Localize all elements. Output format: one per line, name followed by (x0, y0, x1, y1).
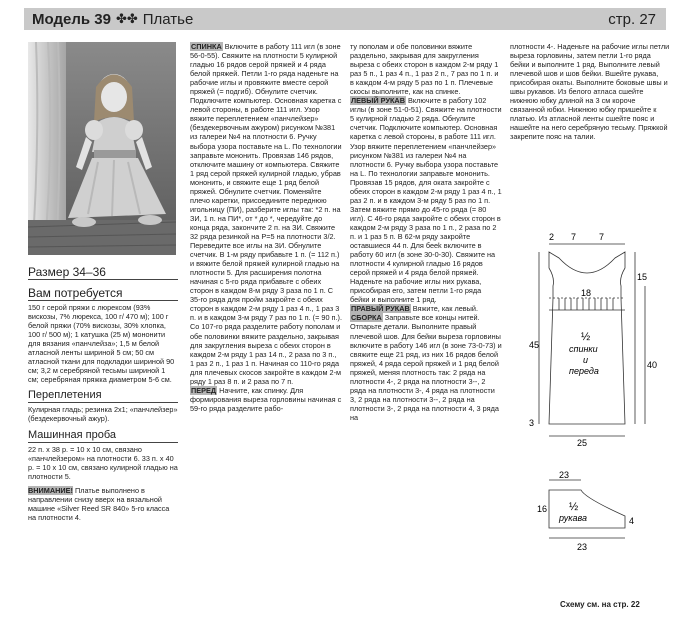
assembly-paragraph (350, 313, 502, 422)
note-label: ВНИМАНИЕ! (28, 485, 73, 495)
front-continued-text: ту пополам и обе половинки вяжите раздельно, закрывая для закругления выреза с обеих сторон в каждом 2-м ряду 1 раз 5 п., 1 раз 4 п., 1 раз 2 п., 7 раз по 1 п. и в каждом 4-м ряду 5 раз по 1 п. Плечевые скосы выполните, как на спинке. (350, 42, 499, 97)
sleeve-dim-16: 16 (537, 504, 548, 514)
assembly-heading: СБОРКА (351, 313, 382, 323)
dim-neck-7a: 7 (571, 232, 577, 242)
dim-armhole-15: 15 (637, 272, 648, 282)
dim-hem-3: 3 (529, 418, 535, 428)
assembly-continued-column (510, 42, 670, 142)
model-number: Модель 39 (32, 10, 111, 28)
body-back-label: спинки (569, 344, 598, 354)
note-text: Платье выполнено в направлении снизу вверх на вязальной машине «Silver Reed SR 840» 5-го класса на плотности 4. (28, 485, 170, 522)
front-text: Начните, как спинку. Для формирования выреза горловины начиная с 59-го ряда разделите рабо- (190, 385, 342, 413)
back-front-column (190, 42, 342, 413)
pattern-schematic (525, 228, 665, 558)
size-heading: Размер 34–36 (28, 266, 178, 280)
note-paragraph (28, 486, 178, 522)
gauge-text: 22 п. х 38 р. = 10 х 10 см, связано «панчлейзером» на плотности 6. 33 п. х 40 р. = 10 х 10 см, связано кулирной гладью на плотности 5. (28, 444, 178, 481)
back-paragraph (190, 42, 342, 386)
body-half-label: ½ (581, 331, 591, 343)
model-difficulty-icon: ✤✤ (115, 11, 138, 26)
sleeve-half-label: ½ (569, 501, 579, 513)
dim-length-40: 40 (647, 360, 658, 370)
dim-width-25: 25 (577, 438, 588, 448)
sleeve-assembly-column (350, 42, 502, 422)
back-heading: СПИНКА (191, 42, 222, 51)
dim-neck-2: 2 (549, 232, 555, 242)
assembly-text: Заправьте все концы нитей. Отпарьте детали. Выполните правый плечевой шов. Для бейки выреза горловины включите в работу 146 игл (в зоне 73-0-73) и свяжите еще 21 ряд, из них 16 рядов белой пряжей, 4 ряда серой пряжей и 1 ряд белой пряжей, меняя плотность так: 2 ряда на плотности 4-, 2 ряда на плотности 3--, 2 ряда на плотности 3-, 4 ряда на плотности 3, 2 ряда на плотности 3--, 2 ряда на плотности 3-, 2 ряда на плотности 4, 3 ряда на (350, 313, 502, 422)
dim-waist-18: 18 (581, 288, 592, 298)
dim-total-45: 45 (529, 340, 540, 350)
materials-text: 150 г серой пряжи с люрексом (93% вискозы, 7% люрекса, 100 г/ 470 м); 100 г белой пряжи (70% вискозы, 30% хлопка, 100 г/ 500 м); 1 катушка (25 м) мононити для вязания «панчлейза»; 1,5 м белой атласной ленты шириной 5 см; 50 см атласной ткани для подкладки шириной 90 см; 3,2 м серебряной тесьмы шириной 1 см; серебряная пряжка диаметром 5-6 см. (28, 303, 175, 385)
info-column (28, 266, 178, 522)
assembly-continued-text: плотности 4-. Наденьте на рабочие иглы петли выреза горловины, затем петли 1-го ряда бейки и выполните 1 ряд. Выполните левый плечевой шов и шов бейки. Вшейте рукава, присобирая окаты. Выполните боковые швы и швы рукавов. Из белого атласа сшейте нижнюю юбку длиной на 3 см короче связанной юбки. Нижнюю юбку пришейте к платью. Из атласной ленты сшейте пояс и нашейте на него серебряную тесьму. Пряжкой закрепите пояс на талии. (510, 42, 670, 142)
sleeve-dim-bottom-23: 23 (577, 542, 588, 552)
gauge-heading: Машинная проба (28, 429, 178, 443)
page-number: стр. 27 (608, 10, 656, 28)
sleeve-dim-top-23: 23 (559, 470, 570, 480)
back-text: Включите в работу 111 игл (в зоне 56-0-55). Свяжите на плотности 5 кулирной гладью 16 рядов серой пряжей и 4 ряда белой пряжей. Петли 1-го ряда наденьте на рабочие иглы и провяжите вместе серой пряжей (= подгиб). Обнулите счетчик. Подключите компьютер. Основная каретка с левой стороны, в работе 111 игл. Узор вяжите переплетением «панчлейзер» (бездекервочным ажуром) рисунком №381 из галереи №4 на плотности 6. Ручку выбора узора поставьте на L. По технологии заправьте мононить. Провязав 146 рядов, отключите машину от компьютера. Свяжите 1 ряд серой пряжей кулирной гладью, убрав мононить, и свяжите еще 1 ряд белой пряжей. Обнулите счетчик. Поменяйте плечо каретки, присоедините переднюю игольницу (ПИ), разберите иглы так: *2 п. на ЗИ, 1 п. на ПИ*, от * до *, чередуйте до конца ряда, закончите 2 п. на ЗИ. Свяжите 32 ряда резинкой на Р=5 на плотности 3/2. Переведите все иглы на ЗИ. Обнулите счетчик. В 1-м ряду прибавьте 1 п. (= 112 п.) и вяжите белой пряжей кулирной гладью на плотности 5. Для расширения полотна начиная с 5-го ряда прибавьте с обеих сторон в каждом 8-м ряду 3 раза по 1 п. С 35-го ряда для пройм закройте с обеих сторон в каждом 2-м ряду 1 раз 4 п., 1 раз 3 п. и в каждом 3-м ряду 7 раз по 1 п. (= 90 п.). Со 107-го ряда разделите работу пополам и обе половинки вяжите раздельно, закрывая для закругления выреза с обеих сторон в каждом 2-м ряду 1 раз 14 п., 2 раза по 3 п., 1 раз 2 п., 1 раз 1 п. Начиная со 110-го ряда для плечевых скосов закройте в каждом 2-м ряду 1 раз 8 п. и 2 раза по 7 п. (190, 42, 342, 386)
weaves-heading: Переплетения (28, 389, 178, 403)
left-sleeve-paragraph (350, 96, 502, 304)
model-title: Платье (142, 10, 194, 28)
right-sleeve-paragraph (350, 304, 502, 313)
sleeve-dim-4: 4 (629, 516, 635, 526)
front-paragraph (190, 386, 342, 413)
right-sleeve-text: Вяжите, как левый. (410, 304, 478, 314)
body-front-label: переда (569, 366, 599, 376)
right-sleeve-heading: ПРАВЫЙ РУКАВ (351, 304, 410, 314)
dim-neck-7b: 7 (599, 232, 605, 242)
scheme-reference: Схему см. на стр. 22 (560, 600, 640, 609)
page-header (24, 8, 666, 30)
left-sleeve-heading: ЛЕВЫЙ РУКАВ (351, 96, 405, 106)
model-photo (28, 42, 176, 255)
weaves-text: Кулирная гладь; резинка 2х1; «панчлейзер» (бездекервочный ажур). (28, 405, 178, 424)
left-sleeve-text: Включите в работу 102 иглы (в зоне 51-0-51). Свяжите на плотности 5 кулирной гладью 2 ряда. Обнулите счетчик. Подключите компьютер. Основная каретка с левой стороны, в работе 111 игл. Узор вяжите переплетением «панчлейзер» рисунком №381 из галереи №4 на плотности 6. Ручку выбора узора поставьте на L. По технологии заправьте мононить. Провязав 15 рядов, для оката закройте с обеих сторон в каждом 2-м ряду 1 раз 4 п., 1 раз 2 п. и в каждом 3-м ряду 5 раз по 1 п. Затем вяжите прямо до 45-го ряда (= 80 игл). С 46-го ряда закройте с обеих сторон в каждом 2-м ряду 3 раза по 1 п., 2 раза по 2 п. и 1 раз 5 п. В 62-м ряду закройте оставшиеся 44 п. Для бееk включите в работу 60 игл (в зоне 30-0-30). Свяжите на плотности 4 кулирной гладью 16 рядов серой пряжей и 4 ряда белой пряжей. Наденьте на рабочие иглы ниx рукава, присобирая его, затем петли 1-го ряда бейки и выполните 1 ряд. (350, 96, 502, 305)
body-and-label: и (583, 355, 589, 365)
materials-heading: Вам потребуется (28, 287, 178, 301)
front-heading: ПЕРЕД (191, 385, 217, 395)
sleeve-label: рукава (559, 513, 587, 523)
